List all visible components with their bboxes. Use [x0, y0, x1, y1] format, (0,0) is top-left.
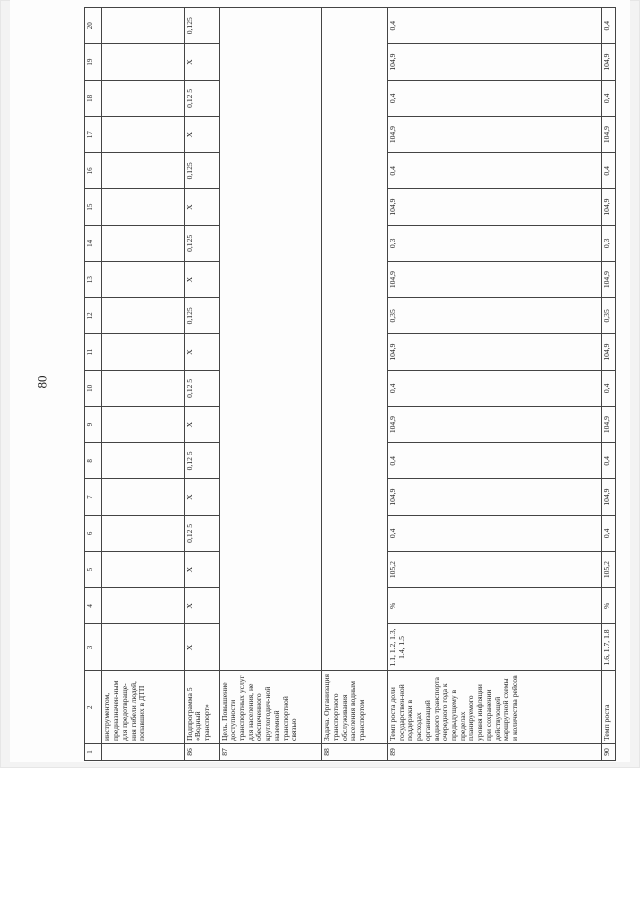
table-cell: 0,4 — [601, 370, 615, 406]
column-header: 12 — [85, 298, 102, 334]
header-row — [85, 8, 102, 761]
row-number: 90 — [601, 743, 615, 760]
table-cell — [102, 552, 184, 588]
table-cell: 104,9 — [601, 117, 615, 153]
table-cell: 1.1, 1.2, 1.3, 1.4, 1.5 — [387, 624, 601, 671]
table-cell: 105,2 — [387, 552, 601, 588]
table-cell: 104,9 — [601, 262, 615, 298]
table-cell — [102, 479, 184, 515]
table-row — [601, 8, 615, 761]
table-cell: X — [184, 262, 219, 298]
table-cell: X — [184, 334, 219, 370]
table-cell: 0,125 — [184, 225, 219, 261]
table-cell: 0,4 — [387, 153, 601, 189]
table-cell: X — [184, 44, 219, 80]
indicator-name: Задача. Организация транспортного обслуживания населения водным транспортом — [322, 671, 388, 744]
table-cell — [102, 225, 184, 261]
column-header: 2 — [85, 671, 102, 744]
data-table — [84, 7, 616, 761]
table-cell: 104,9 — [601, 334, 615, 370]
table-row — [102, 8, 184, 761]
table-cell: X — [184, 189, 219, 225]
table-cell — [102, 515, 184, 551]
table-cell — [102, 407, 184, 443]
table-cell — [102, 80, 184, 116]
table-cell: X — [184, 117, 219, 153]
table-cell: % — [387, 588, 601, 624]
table-cell: 104,9 — [601, 189, 615, 225]
column-header: 18 — [85, 80, 102, 116]
table-cell: 104,9 — [387, 117, 601, 153]
table-cell: 0,4 — [601, 443, 615, 479]
row-number: 86 — [184, 743, 219, 760]
table-row — [387, 8, 601, 761]
table-cell: 104,9 — [387, 262, 601, 298]
column-header: 10 — [85, 370, 102, 406]
table-cell — [102, 588, 184, 624]
table-cell: X — [184, 479, 219, 515]
table-cell: 0,12 5 — [184, 80, 219, 116]
table-cell: 104,9 — [387, 44, 601, 80]
table-cell: 0,12 5 — [184, 370, 219, 406]
column-header: 15 — [85, 189, 102, 225]
table-cell: X — [184, 624, 219, 671]
page-number: 80 — [34, 375, 50, 389]
table-cell: 0,35 — [387, 298, 601, 334]
table-body — [85, 8, 616, 761]
table-cell: 104,9 — [601, 44, 615, 80]
table-cell: X — [184, 588, 219, 624]
table-cell: 0,4 — [387, 443, 601, 479]
table-cell: 0,35 — [601, 298, 615, 334]
table-cell: 0,4 — [387, 80, 601, 116]
table-cell: 0,4 — [387, 515, 601, 551]
column-header: 5 — [85, 552, 102, 588]
column-header: 13 — [85, 262, 102, 298]
table-cell: 0,125 — [184, 153, 219, 189]
column-header: 6 — [85, 515, 102, 551]
table-cell — [102, 8, 184, 45]
table-cell: 0,3 — [387, 225, 601, 261]
table-cell: X — [184, 552, 219, 588]
row-number — [102, 743, 184, 760]
table-row — [322, 8, 388, 761]
table-cell — [102, 262, 184, 298]
table-row — [184, 8, 219, 761]
table-cell: 104,9 — [601, 407, 615, 443]
column-header: 4 — [85, 588, 102, 624]
table-cell: 104,9 — [387, 407, 601, 443]
table-cell: 1.6, 1.7, 1.8 — [601, 624, 615, 671]
indicator-name: Цель. Повышение доступности транспортных услуг для населения, не обеспеченного круглогодич-ной наземной транспортной связью — [219, 671, 322, 744]
rotated-table-container — [84, 7, 616, 761]
table-cell — [102, 117, 184, 153]
indicator-name: Подпрограмма 5 «Водный транспорт» — [184, 671, 219, 744]
table-cell — [102, 443, 184, 479]
column-header: 7 — [85, 479, 102, 515]
column-header: 16 — [85, 153, 102, 189]
table-cell: 0,4 — [601, 8, 615, 45]
row-number: 87 — [219, 743, 322, 760]
table-cell — [102, 624, 184, 671]
table-cell: 0,4 — [601, 515, 615, 551]
table-cell: 104,9 — [387, 189, 601, 225]
table-cell: 0,4 — [601, 80, 615, 116]
row-number: 88 — [322, 743, 388, 760]
table-cell: 0,4 — [387, 370, 601, 406]
table-cell: 0,3 — [601, 225, 615, 261]
merged-empty-cell — [219, 8, 322, 671]
column-header: 14 — [85, 225, 102, 261]
table-cell: 104,9 — [387, 479, 601, 515]
table-cell — [102, 189, 184, 225]
column-header: 17 — [85, 117, 102, 153]
column-header: 1 — [85, 743, 102, 760]
table-row — [219, 8, 322, 761]
table-cell — [102, 44, 184, 80]
table-cell: 0,12 5 — [184, 515, 219, 551]
table-cell — [102, 153, 184, 189]
column-header: 3 — [85, 624, 102, 671]
table-cell — [102, 298, 184, 334]
column-header: 20 — [85, 8, 102, 45]
table-cell — [102, 334, 184, 370]
column-header: 8 — [85, 443, 102, 479]
merged-empty-cell — [322, 8, 388, 671]
table-cell — [102, 370, 184, 406]
table-cell: 104,9 — [387, 334, 601, 370]
column-header: 19 — [85, 44, 102, 80]
table-cell: 0,4 — [601, 153, 615, 189]
row-number: 89 — [387, 743, 601, 760]
table-cell: 104,9 — [601, 479, 615, 515]
table-cell: % — [601, 588, 615, 624]
indicator-name: инструментом, предназначен-ным для предотвраще-ния гибели людей, попавших в ДТП — [102, 671, 184, 744]
document-sheet — [10, 0, 630, 762]
table-cell: X — [184, 407, 219, 443]
table-cell: 105,2 — [601, 552, 615, 588]
indicator-name: Темп роста доли государствен-ной поддержки в расходах организаций водного транспорта очередного года к предыдущему в пределах планируемого уровня инфляции при сохранении действующей маршрутной схемы и количества рейсов — [387, 671, 601, 744]
table-cell: 0,4 — [387, 8, 601, 45]
table-cell: 0,12 5 — [184, 443, 219, 479]
indicator-name: Темп роста — [601, 671, 615, 744]
table-cell: 0,125 — [184, 8, 219, 45]
column-header: 11 — [85, 334, 102, 370]
table-cell: 0,125 — [184, 298, 219, 334]
column-header: 9 — [85, 407, 102, 443]
